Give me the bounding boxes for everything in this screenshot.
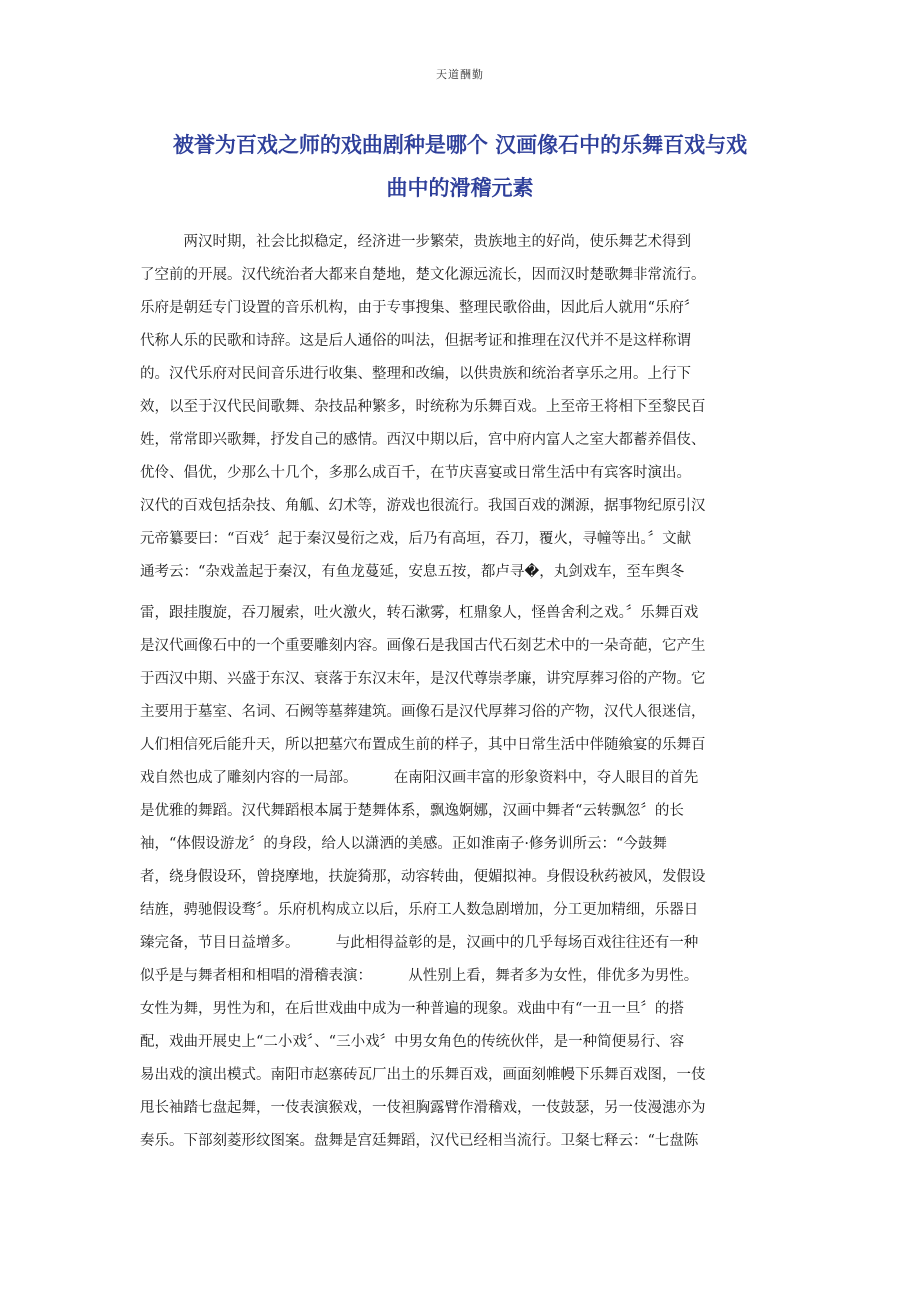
body-line: 配，戏曲开展史上“二小戏〞、“三小戏〞中男女角色的传统伙伴，是一种简便易行、容 [140,1034,685,1050]
article-body [140,226,780,1158]
body-line: 乐府是朝廷专门设置的音乐机构，由于专事搜集、整理民歌俗曲，因此后人就用“乐府〞 [140,300,699,316]
body-line: 代称人乐的民歌和诗辞。这是后人通俗的叫法，但据考证和推理在汉代并不是这样称谓 [140,333,691,349]
body-line: 于西汉中期、兴盛于东汉、衰落于东汉末年，是汉代尊崇孝廉，讲究厚葬习俗的产物。它 [140,671,706,687]
body-line: 两汉时期，社会比拟稳定，经济进一步繁荣，贵族地主的好尚，使乐舞艺术得到 [140,234,691,250]
body-line: 戏自然也成了雕刻内容的一局部。 在南阳汉画丰富的形象资料中，夺人眼目的首先 [140,770,699,786]
body-line: 了空前的开展。汉代统治者大都来自楚地，楚文化源远流长，因而汉时楚歌舞非常流行。 [140,267,706,283]
article-title [130,124,790,210]
body-line: 雷，跟挂腹旋，吞刀履索，吐火激火，转石漱雾，杠鼎象人，怪兽舍利之戏。〞乐舞百戏 [140,605,699,621]
body-line: 易出戏的演出模式。南阳市赵寨砖瓦厂出土的乐舞百戏，画面刻帷幔下乐舞百戏图，一伎 [140,1067,706,1083]
body-line: 主要用于墓室、名词、石阙等墓葬建筑。画像石是汉代厚葬习俗的产物，汉代人很迷信， [140,704,706,720]
body-line: 元帝纂要曰：“百戏〞起于秦汉曼衍之戏，后乃有高垣，吞刀，覆火，寻幢等出。〞文献 [140,531,692,547]
body-line: 甩长袖踏七盘起舞，一伎表演猴戏，一伎袒胸露臂作滑稽戏，一伎鼓瑟，另一伎漫漶亦为 [140,1100,706,1116]
body-line: 似乎是与舞者相和相唱的滑稽表演： 从性别上看，舞者多为女性，俳优多为男性。 [140,968,699,984]
page-header: 天道酬勤 [436,68,484,81]
body-line: 者，绕身假设环，曾挠摩地，扶旋猗那，动容转曲，便媚拟神。身假设秋药被风，发假设 [140,869,706,885]
body-line: 是汉代画像石中的一个重要雕刻内容。画像石是我国古代石刻艺术中的一朵奇葩，它产生 [140,638,706,654]
body-line: 奏乐。下部刻菱形纹图案。盘舞是宫廷舞蹈，汉代已经相当流行。卫粲七释云：“七盘陈 [140,1133,699,1149]
body-line: 臻完备，节目日益增多。 与此相得益彰的是，汉画中的几乎每场百戏往往还有一种 [140,935,699,951]
body-line: 通考云：“杂戏盖起于秦汉，有鱼龙蔓延，安息五按，都卢寻�，丸剑戏车，至车舆冬 [140,564,685,580]
title-line: 曲中的滑稽元素 [386,176,534,200]
body-line: 优伶、倡优，少那么十几个，多那么成百千，在节庆喜宴或日常生活中有宾客时演出。 [140,465,691,481]
body-line: 人们相信死后能升天，所以把墓穴布置成生前的样子，其中日常生活中伴随飨宴的乐舞百 [140,737,706,753]
body-line: 的。汉代乐府对民间音乐进行收集、整理和改编，以供贵族和统治者享乐之用。上行下 [140,366,691,382]
body-line: 姓，常常即兴歌舞，抒发自己的感情。西汉中期以后，宫中府内富人之室大都蓄养倡伎、 [140,432,706,448]
body-line: 汉代的百戏包括杂技、角觚、幻术等，游戏也很流行。我国百戏的渊源，据事物纪原引汉 [140,498,706,514]
title-line: 被誉为百戏之师的戏曲剧种是哪个 汉画像石中的乐舞百戏与戏 [172,133,748,157]
body-line: 女性为舞，男性为和，在后世戏曲中成为一种普遍的现象。戏曲中有“一丑一旦〞的搭 [140,1001,684,1017]
body-line: 袖，“体假设游龙〞的身段，给人以潇洒的美感。正如淮南子·修务训所云：“今鼓舞 [140,836,667,852]
body-line: 结旌，骋驰假设骛〞。乐府机构成立以后，乐府工人数急剧增加，分工更加精细，乐器日 [140,902,699,918]
body-line: 是优雅的舞蹈。汉代舞蹈根本属于楚舞体系，飘逸婀娜，汉画中舞者“云转飘忽〞的长 [140,803,684,819]
body-line: 效，以至于汉代民间歌舞、杂技品种繁多，时统称为乐舞百戏。上至帝王将相下至黎民百 [140,399,706,415]
